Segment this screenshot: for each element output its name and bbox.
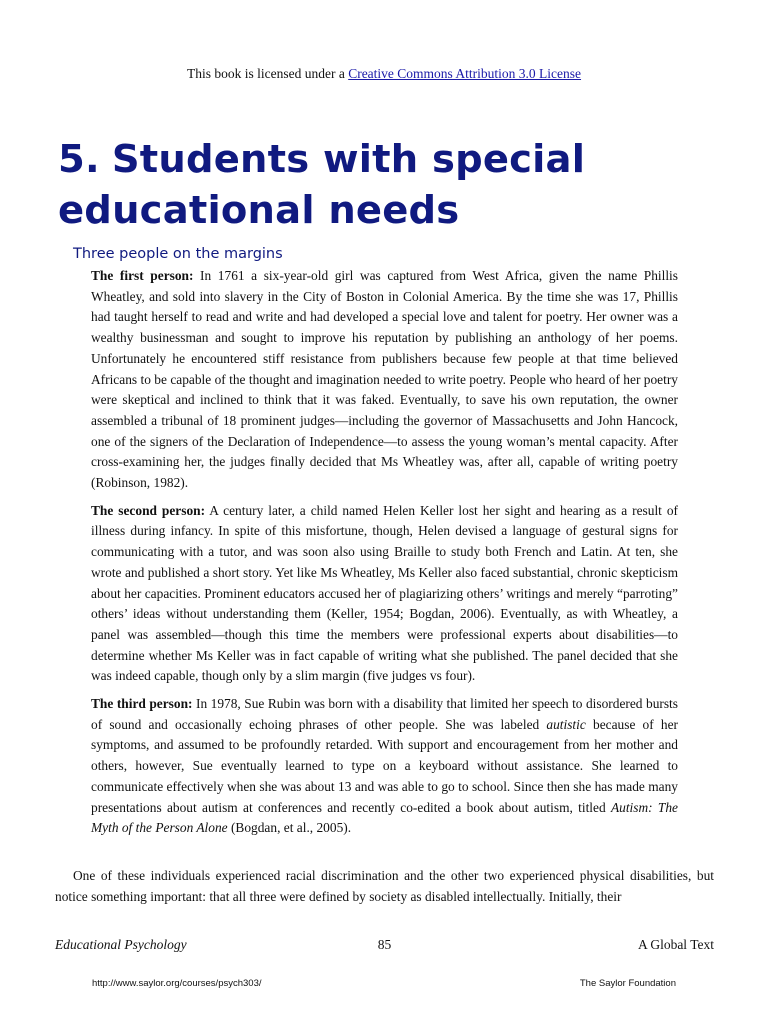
page-number: 85 (377, 937, 392, 952)
closing-section (55, 866, 714, 907)
closing-paragraph: One of these individuals experienced racial discrimination and the other two experienced physical disabilities, but notice something important: that all three were defined by society as disabled intellectually. Initially, their (55, 868, 714, 904)
source-organization: The Saylor Foundation (579, 978, 676, 989)
section-heading: Three people on the margins (73, 246, 283, 262)
paragraph-first-person (91, 266, 678, 494)
paragraph-third-person (91, 694, 678, 839)
second-person-label: The second person: (91, 502, 206, 518)
chapter-title (58, 134, 738, 236)
third-person-italic-autistic: autistic (546, 716, 586, 732)
license-prefix: This book is licensed under a (186, 66, 349, 81)
license-link[interactable]: Creative Commons Attribution 3.0 License (348, 66, 582, 81)
second-person-text: A century later, a child named Helen Keller lost her sight and hearing as a result of illness during infancy. In spite of this misfortune, though, Helen devised a language of gestural signs for communicating with a tutor, and was soon also using Braille to study both French and Latin. At ten, she wrote and published a short story. Yet like Ms Wheatley, Ms Keller also faced substantial, chronic skepticism about her capacities. Prominent educators accused her of plagiarizing others’ writings and merely “parroting” others’ ideas without understanding them (Keller, 1954; Bogdan, 2006). Eventually, as with Wheatley, a panel was assembled—though this time the members were professional experts about disabilities—to determine whether Ms Keller was in fact capable of writing what she published. The panel decided that she was indeed capable, though only by a slim margin (five judges vs four). (91, 502, 678, 684)
footer-book-title: Educational Psychology (55, 937, 187, 952)
source-bar (92, 978, 676, 992)
footer-series: A Global Text (637, 937, 714, 952)
source-url[interactable]: http://www.saylor.org/courses/psych303/ (92, 978, 262, 989)
third-person-text-a: In 1978, Sue Rubin was born with a disability that limited her speech to disordered bursts of sound and occasionally echoing phrases of other people. She was labeled (91, 696, 678, 732)
chapter-number: 5. (58, 137, 100, 182)
page-footer (55, 937, 714, 957)
first-person-text: In 1761 a six-year-old girl was captured from West Africa, given the name Phillis Wheatley, and sold into slavery in the City of Boston in Colonial America. By the time she was 17, Phillis had taught herself to read and write and had developed a special love and talent for poetry. Her owner was a wealthy businessman and sought to improve his reputation by publishing an anthology of her poems. Unfortunately he encountered stiff resistance from publishers because few people at that time believed Africans to be capable of the thought and imagination needed to write poetry. People who heard of her poetry were skeptical and inclined to think that it was faked. Eventually, to save his own reputation, the owner assembled a tribunal of 18 prominent judges—including the governor of Massachusetts and John Hancock, one of the signers of the Declaration of Independence—to assess the young woman’s mental capacity. After cross-examining her, the judges finally decided that Ms Wheatley was, after all, capable of writing poetry (Robinson, 1982). (91, 268, 678, 491)
third-person-text-b: because of her symptoms, and assumed to be profoundly retarded. With support and encouragement from her mother and others, however, Sue eventually learned to type on a keyboard without assistance. She learned to communicate effectively when she was about 13 and was able to go to school. Since then she has made many presentations about autism at conferences and recently co-edited a book about autism, titled (91, 716, 678, 815)
first-person-label: The first person: (91, 268, 194, 283)
third-person-text-c: (Bogdan, et al., 2005). (227, 820, 352, 836)
license-notice (0, 66, 768, 82)
paragraph-second-person (91, 501, 678, 687)
chapter-title-line1: Students with special (111, 137, 586, 182)
book-title-italic: Autism: The Myth of the Person Alone (91, 799, 678, 836)
third-person-label: The third person: (91, 696, 193, 712)
case-studies (91, 266, 678, 846)
chapter-title-line2: educational needs (58, 188, 460, 233)
